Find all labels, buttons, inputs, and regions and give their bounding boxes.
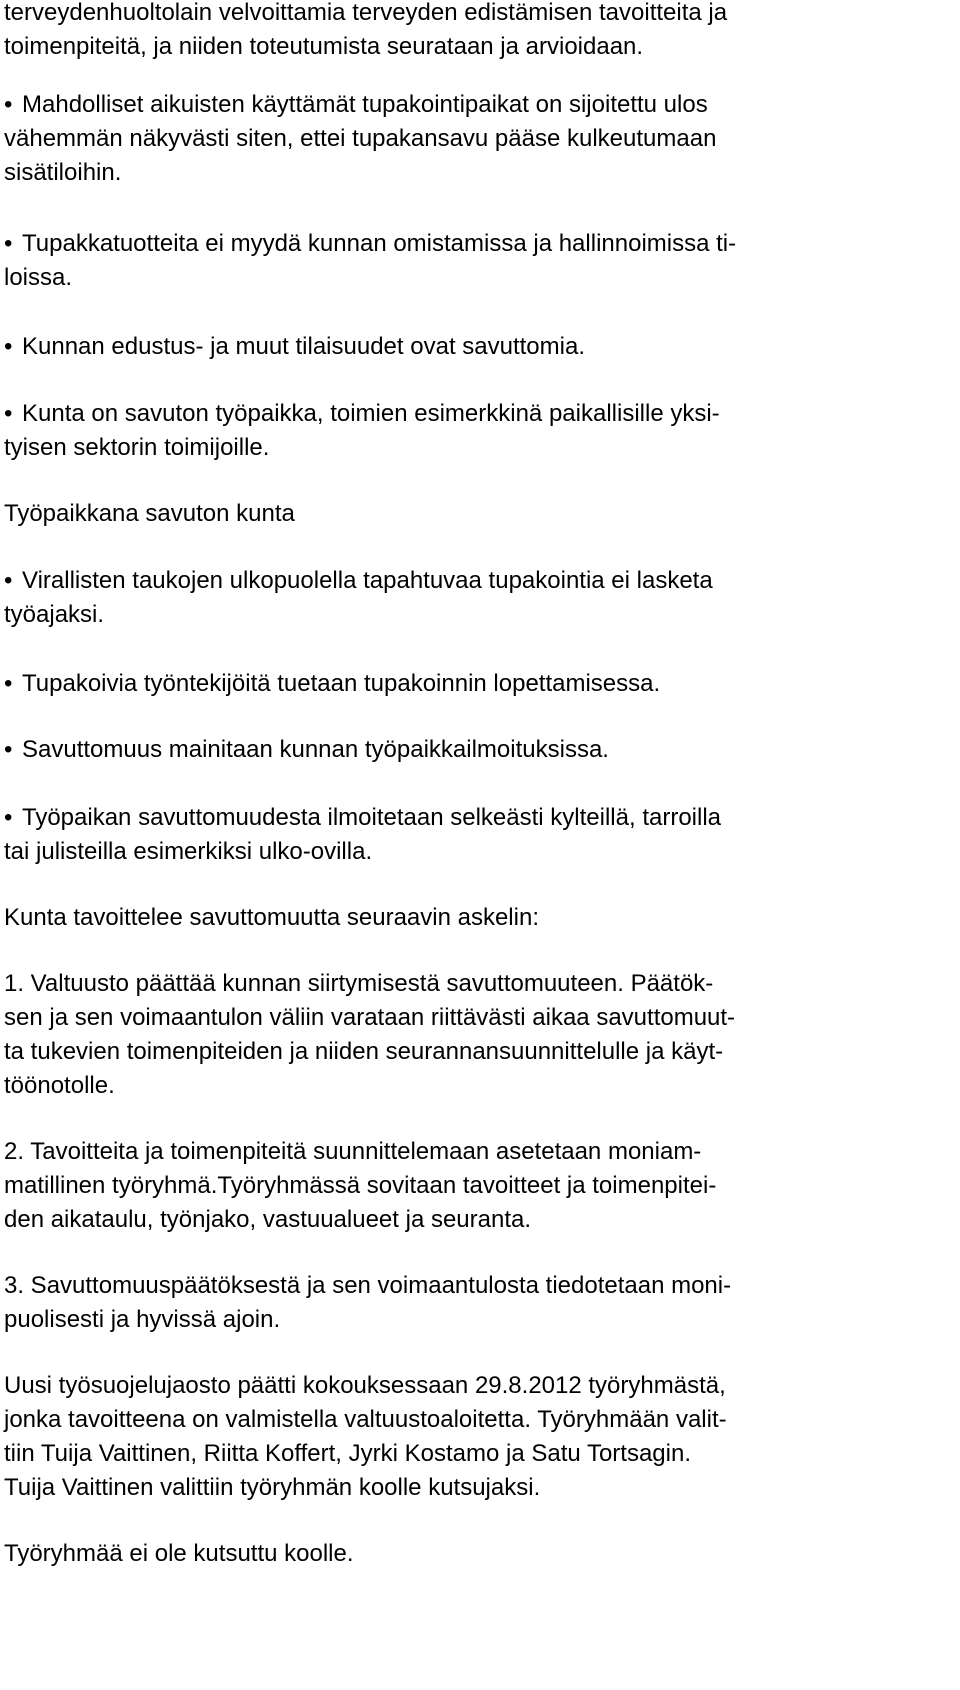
text-line: Työpaikan savuttomuudesta ilmoitetaan selkeästi kylteillä, tarroilla xyxy=(22,804,722,831)
text-line: toimenpiteitä, ja niiden toteutumista seurataan ja arvioidaan. xyxy=(4,33,644,60)
text-line: töönotolle. xyxy=(4,1072,115,1099)
text-line: matillinen työryhmä.Työryhmässä sovitaan tavoitteet ja toimenpitei- xyxy=(4,1172,717,1199)
section-heading: Kunta tavoittelee savuttomuutta seuraavin askelin: xyxy=(4,904,539,931)
text-line: työajaksi. xyxy=(4,601,105,628)
bullet-icon: • xyxy=(4,91,13,118)
text-line: tai julisteilla esimerkiksi ulko-ovilla. xyxy=(4,838,373,865)
text-line: loissa. xyxy=(4,264,73,291)
text-line: ta tukevien toimenpiteiden ja niiden seurannansuunnittelulle ja käyt- xyxy=(4,1038,724,1065)
text-line: sen ja sen voimaantulon väliin varataan riittävästi aikaa savuttomuut- xyxy=(4,1004,736,1031)
bullet-icon: • xyxy=(4,400,13,427)
text-line: Tupakkatuotteita ei myydä kunnan omistamissa ja hallinnoimissa ti- xyxy=(22,230,737,257)
text-line: sisätiloihin. xyxy=(4,159,122,186)
bullet-icon: • xyxy=(4,230,13,257)
text-line: Mahdolliset aikuisten käyttämät tupakointipaikat on sijoitettu ulos xyxy=(22,91,708,118)
text-line: tyisen sektorin toimijoille. xyxy=(4,434,270,461)
bullet-icon: • xyxy=(4,670,13,697)
text-line: Tupakoivia työntekijöitä tuetaan tupakoinnin lopettamisessa. xyxy=(22,670,661,697)
text-line: den aikataulu, työnjako, vastuualueet ja seuranta. xyxy=(4,1206,532,1233)
text-line: terveydenhuoltolain velvoittamia terveyden edistämisen tavoitteita ja xyxy=(4,0,728,26)
text-line: 2. Tavoitteita ja toimenpiteitä suunnittelemaan asetetaan moniam- xyxy=(4,1138,702,1165)
bullet-icon: • xyxy=(4,736,13,763)
text-line: tiin Tuija Vaittinen, Riitta Koffert, Jyrki Kostamo ja Satu Tortsagin. xyxy=(4,1440,691,1467)
text-line: 1. Valtuusto päättää kunnan siirtymisestä savuttomuuteen. Päätök- xyxy=(4,970,714,997)
text-line: vähemmän näkyvästi siten, ettei tupakansavu pääse kulkeutumaan xyxy=(4,125,717,152)
text-line: Uusi työsuojelujaosto päätti kokouksessaan 29.8.2012 työryhmästä, xyxy=(4,1372,726,1399)
text-line: puolisesti ja hyvissä ajoin. xyxy=(4,1306,281,1333)
text-line: Savuttomuus mainitaan kunnan työpaikkailmoituksissa. xyxy=(22,736,609,763)
closing-paragraph: Työryhmää ei ole kutsuttu koolle. xyxy=(4,1540,354,1567)
bullet-icon: • xyxy=(4,804,13,831)
text-line: Kunta on savuton työpaikka, toimien esimerkkinä paikallisille yksi- xyxy=(22,400,720,427)
text-line: jonka tavoitteena on valmistella valtuustoaloitetta. Työryhmään valit- xyxy=(4,1406,727,1433)
bullet-icon: • xyxy=(4,333,13,360)
text-line: Kunnan edustus- ja muut tilaisuudet ovat savuttomia. xyxy=(22,333,585,360)
text-line: Tuija Vaittinen valittiin työryhmän koolle kutsujaksi. xyxy=(4,1474,541,1501)
text-line: 3. Savuttomuuspäätöksestä ja sen voimaantulosta tiedotetaan moni- xyxy=(4,1272,732,1299)
section-heading: Työpaikkana savuton kunta xyxy=(4,500,295,527)
bullet-icon: • xyxy=(4,567,13,594)
text-line: Virallisten taukojen ulkopuolella tapahtuvaa tupakointia ei lasketa xyxy=(22,567,713,594)
